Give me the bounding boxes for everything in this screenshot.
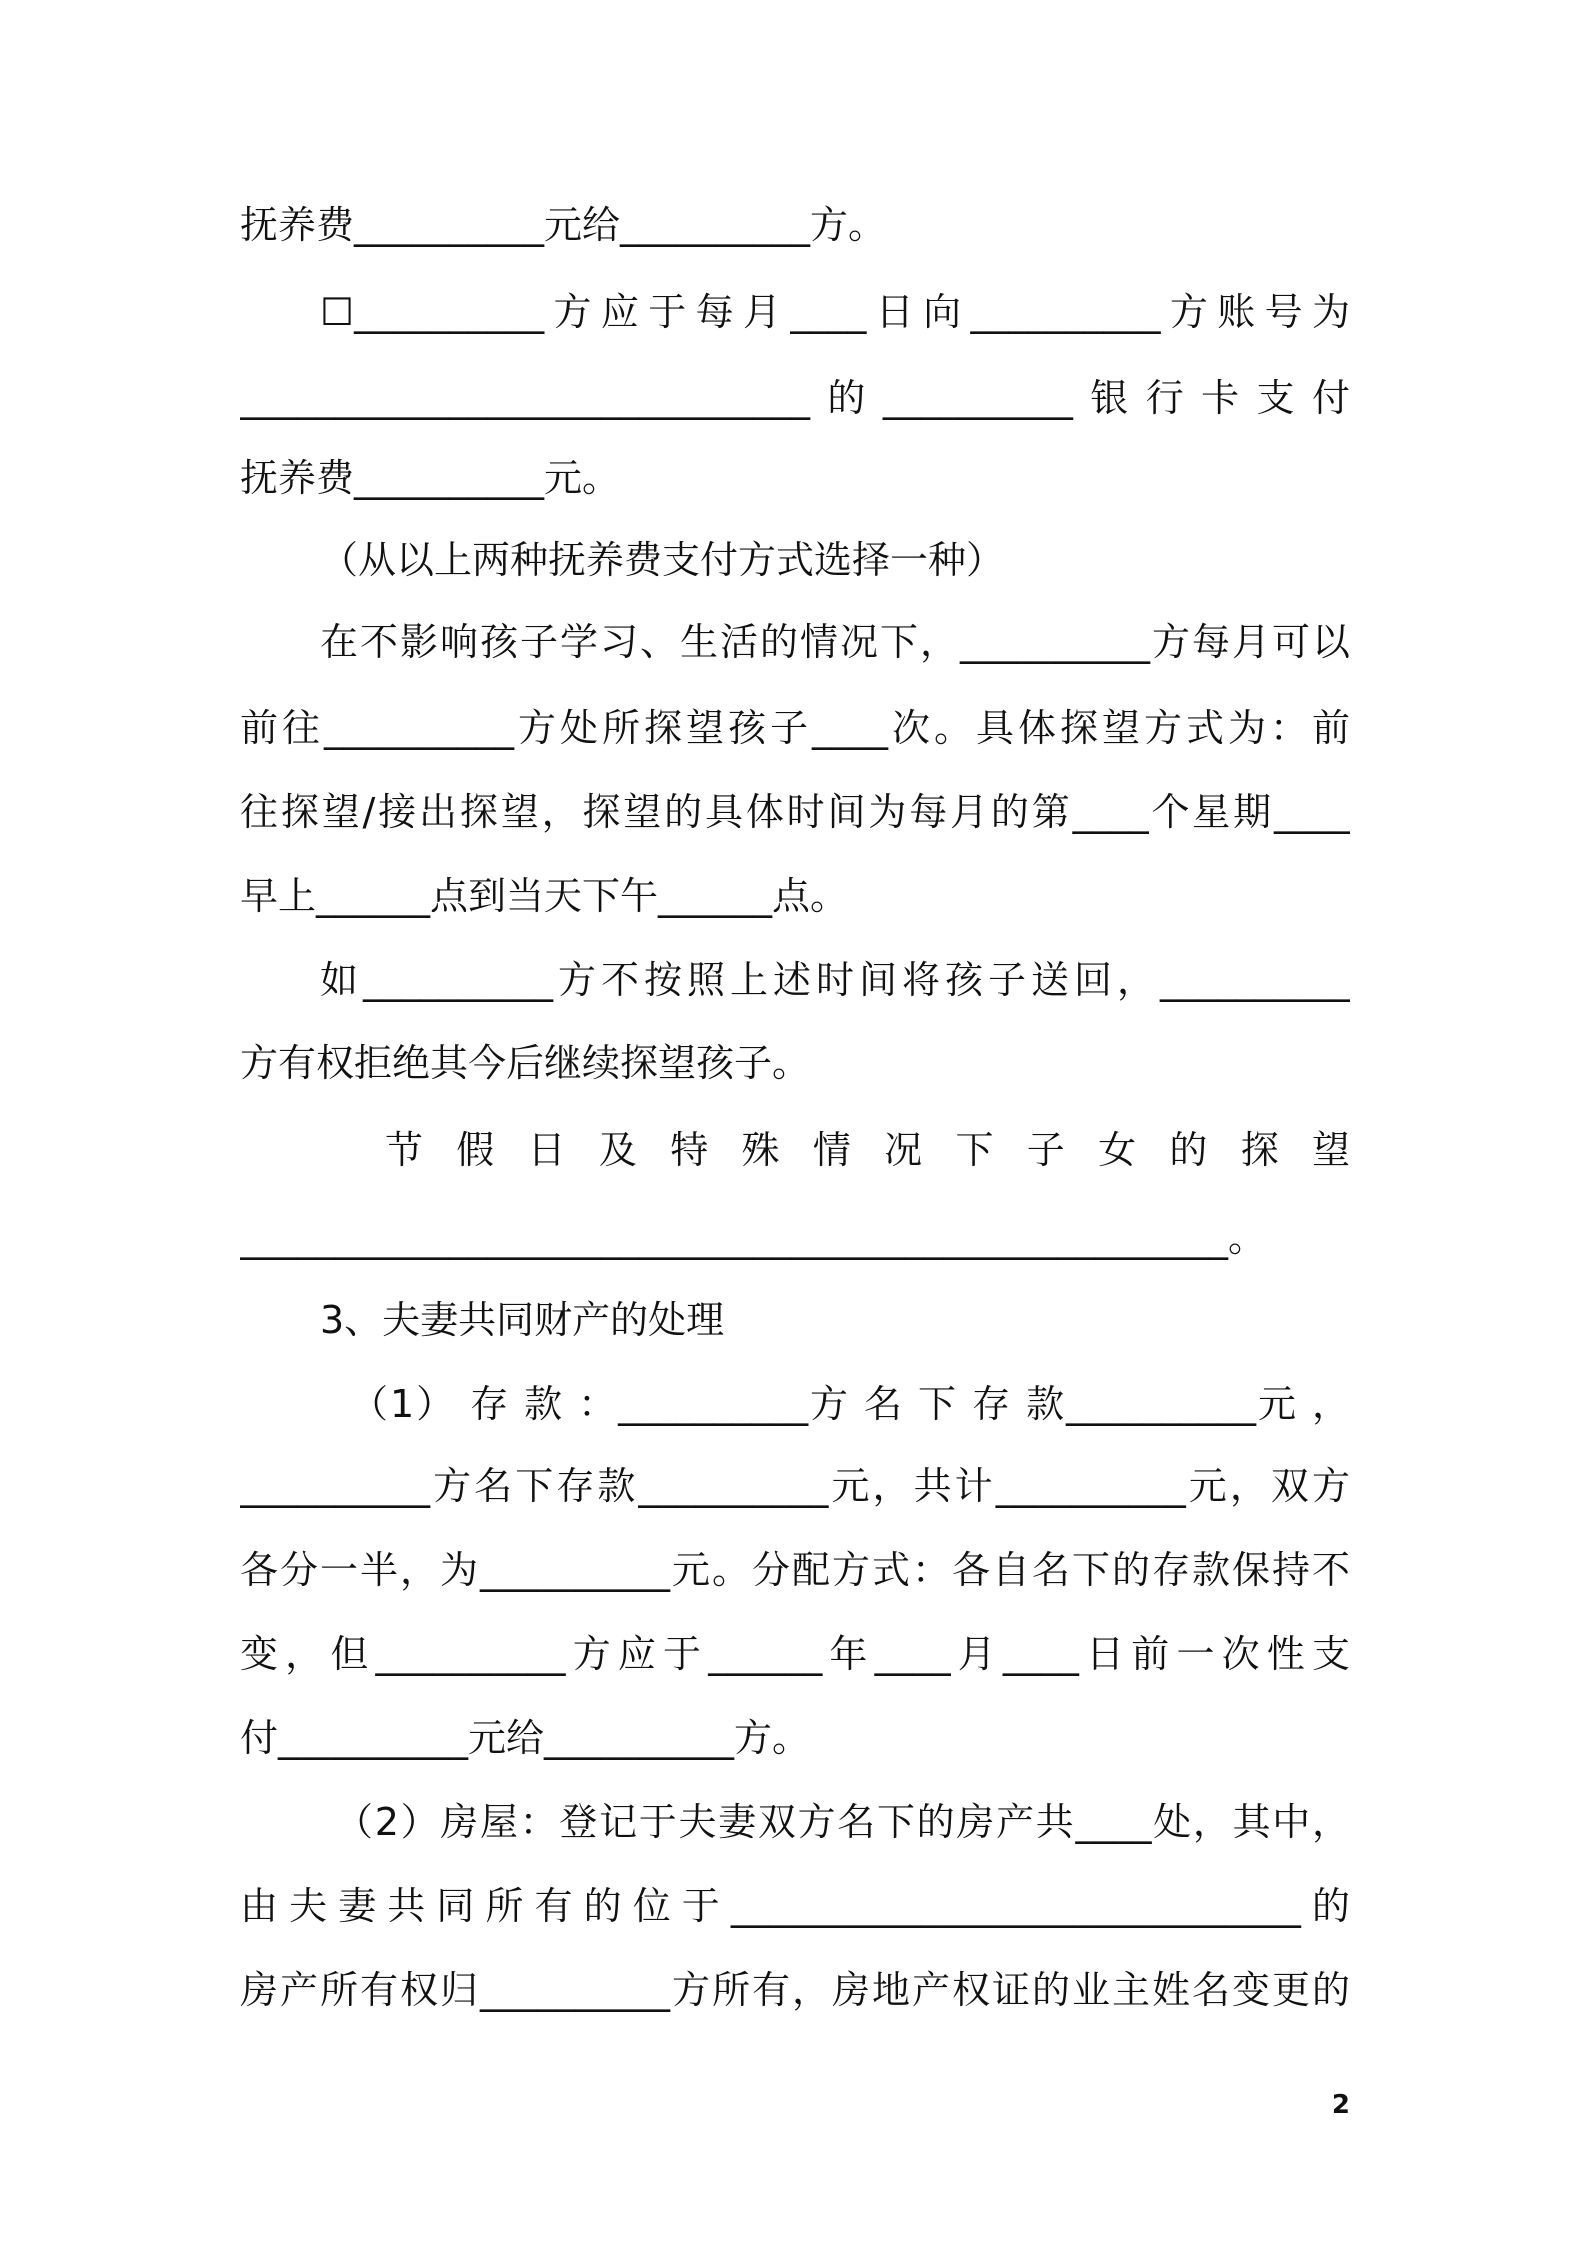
text-line-4: 抚养费__________元。 — [240, 456, 621, 500]
text-line-2: ☐__________方应于每月____日向__________方账号为 — [320, 290, 1350, 334]
text-line-9: 早上______点到当天下午______点。 — [240, 874, 849, 918]
text-line-7: 前往__________方处所探望孩子____次。具体探望方式为：前 — [240, 706, 1350, 750]
text-line-20: （2）房屋：登记于夫妻双方名下的房产共____处，其中， — [335, 1800, 1350, 1844]
text-line-21: 由夫妻共同所有的位于______________________________的 — [240, 1884, 1350, 1928]
text-line-12: 节 假 日 及 特 殊 情 况 下 子 女 的 探 望 — [385, 1128, 1350, 1172]
section-heading: 3、夫妻共同财产的处理 — [320, 1298, 725, 1342]
text-line-6: 在不影响孩子学习、生活的情况下，__________方每月可以 — [320, 620, 1350, 664]
text-line-16: __________方名下存款__________元，共计__________元，双方 — [240, 1464, 1350, 1508]
text-line-18: 变，但__________方应于______年____月____日前一次性支 — [240, 1632, 1350, 1676]
text-line-22: 房产所有权归__________方所有，房地产权证的业主姓名变更的 — [240, 1968, 1350, 2012]
text-line-17: 各分一半，为__________元。分配方式：各自名下的存款保持不 — [240, 1548, 1350, 1592]
text-line-19: 付__________元给__________方。 — [240, 1716, 811, 1760]
note-line: （从以上两种抚养费支付方式选择一种） — [320, 538, 1005, 582]
text-line-11: 方有权拒绝其今后继续探望孩子。 — [240, 1041, 811, 1085]
text-line-1: 抚养费__________元给__________方。 — [240, 203, 887, 247]
page-number: 2 — [1331, 2090, 1350, 2120]
text-line-8: 往探望/接出探望，探望的具体时间为每月的第____个星期____ — [240, 790, 1350, 834]
text-line-3: ______________________________的__________银行卡支付 — [240, 376, 1350, 420]
text-line-10: 如__________方不按照上述时间将孩子送回，__________ — [320, 958, 1350, 1002]
text-line-15: （1） 存 款 ：__________方 名 下 存 款__________元 ， — [350, 1382, 1350, 1426]
text-line-13: ____________________________________________________。 — [240, 1216, 1267, 1260]
